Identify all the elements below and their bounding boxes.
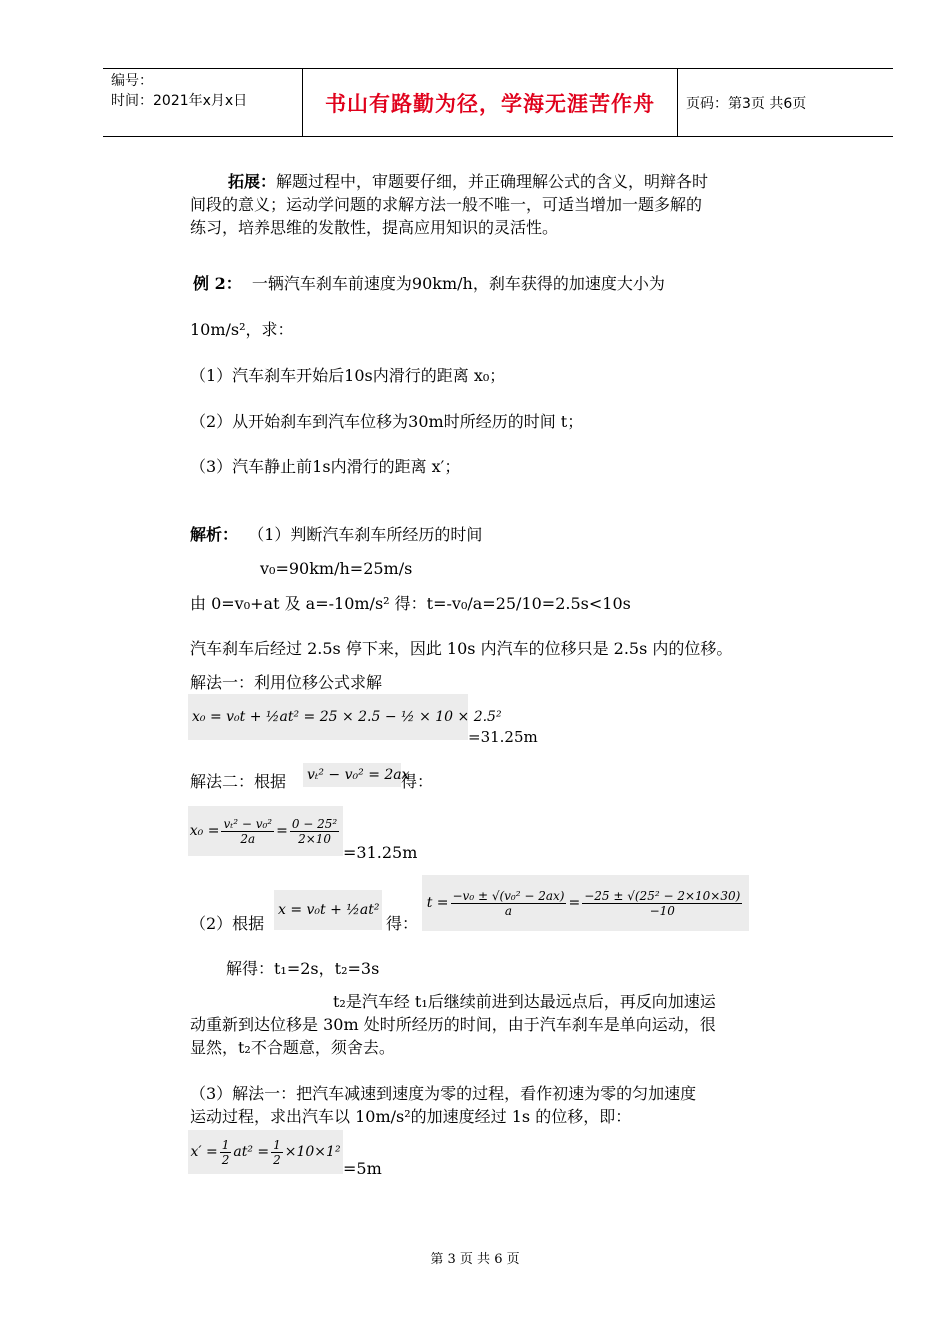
equation-1-result: =31.25m: [468, 728, 538, 746]
question-3: （3）汽车静止前1s内滑行的距离 x′；: [190, 457, 461, 476]
time-label: 时间：2021年x月x日: [111, 93, 248, 109]
equation-3-result: =5m: [343, 1159, 382, 1178]
extension-line-1: 拓展：解题过程中，审题要仔细，并正确理解公式的含义，明辩各时: [228, 172, 709, 191]
fraction-velocities: $\frac{\text{vₜ² − v₀²}}{2a}$: [223, 816, 273, 846]
part-2-formula: x = v₀t + ½at²: [274, 890, 382, 930]
extension-label: 拓展：: [228, 172, 277, 191]
braking-time-calc: 由 0=v₀+at 及 a=-10m/s² 得：t=-v₀/a=25/10=2.5s<10s: [190, 594, 631, 613]
solution-label: 解析：: [190, 525, 239, 544]
example-heading: 例 2： 一辆汽车刹车前速度为90km/h，刹车获得的加速度大小为: [193, 274, 665, 293]
method-2-suffix: 得：: [401, 772, 434, 791]
part-3-line-2: 运动过程，求出汽车以 10m/s²的加速度经过 1s 的位移，即：: [190, 1107, 632, 1126]
page-header: [103, 68, 893, 137]
header-page-label: 页码：第3页 共6页: [686, 95, 807, 112]
part-2-note-1: t₂是汽车经 t₁后继续前进到达最远点后，再反向加速运: [333, 992, 716, 1011]
question-2: （2）从开始刹车到汽车位移为30m时所经历的时间 t；: [190, 412, 584, 431]
equation-3: x′ = $\frac{1}{2}$ at² = $\frac{1}{2}$ ×10×1²: [188, 1130, 343, 1174]
number-label: 编号：: [111, 73, 153, 89]
method-2-prefix: 解法二：根据: [190, 772, 287, 791]
equation-quadratic: t = $\frac{\text{−v₀ ± √(v₀² − 2ax)}}{a}$ = $\frac{\text{−25 ± √(25² − 2×10×30)}}{-10}$: [422, 875, 749, 931]
equation-2: x₀ = $\frac{\text{vₜ² − v₀²}}{2a}$ = $\frac{\text{0 − 25²}}{2\times 10}$: [188, 806, 343, 856]
header-meta: [103, 69, 303, 136]
part-2-prefix: （2）根据: [190, 914, 265, 933]
part-3-line-1: （3）解法一：把汽车减速到速度为零的过程，看作初速为零的匀加速度: [190, 1084, 697, 1103]
fraction-half: $\frac{1}{2}$: [221, 1137, 230, 1167]
part-2-result: 解得：t₁=2s，t₂=3s: [226, 959, 380, 978]
fraction-half-2: $\frac{1}{2}$: [273, 1137, 281, 1167]
method-1-title: 解法一：利用位移公式求解: [190, 673, 383, 692]
extension-line-2: 间段的意义；运动学问题的求解方法一般不唯一，可适当增加一题多解的: [190, 195, 703, 214]
x0-symbol: x₀ =: [189, 823, 220, 839]
part-2-note-2: 动重新到达位移是 30m 处时所经历的时间，由于汽车刹车是单向运动，很: [190, 1015, 716, 1034]
example-line-2: 10m/s²，求：: [190, 320, 294, 339]
solution-heading: 解析： （1）判断汽车刹车所经历的时间: [190, 525, 483, 544]
method-2-formula: vₜ² − v₀² = 2ax: [303, 763, 401, 787]
part-2-suffix: 得：: [386, 914, 419, 933]
extension-line-3: 练习，培养思维的发散性，提高应用知识的灵活性。: [190, 218, 559, 237]
braking-conclusion: 汽车刹车后经过 2.5s 停下来，因此 10s 内汽车的位移只是 2.5s 内的位移。: [190, 639, 733, 658]
initial-velocity: v₀=90km/h=25m/s: [260, 559, 413, 578]
part-2-note-3: 显然，t₂不合题意，须舍去。: [190, 1038, 395, 1057]
page-footer: 第 3 页 共 6 页: [430, 1252, 520, 1267]
fraction-numeric: $\frac{\text{−25 ± √(25² − 2×10×30)}}{-10}$: [584, 888, 741, 918]
equation-2-result: =31.25m: [343, 843, 418, 862]
question-1: （1）汽车刹车开始后10s内滑行的距离 x₀；: [190, 366, 506, 385]
fraction-symbolic: $\frac{\text{−v₀ ± √(v₀² − 2ax)}}{a}$: [452, 888, 565, 918]
fraction-numbers: $\frac{\text{0 − 25²}}{2\times 10}$: [291, 816, 338, 846]
equation-1: x₀ = v₀t + ½at² = 25 × 2.5 − ½ × 10 × 2.5²: [188, 694, 468, 740]
header-motto: 书山有路勤为径，学海无涯苦作舟: [303, 69, 678, 136]
example-label: 例 2：: [193, 274, 242, 293]
